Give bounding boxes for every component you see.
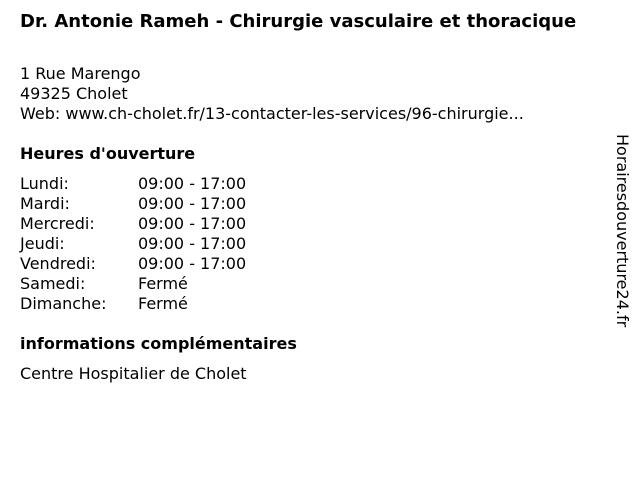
hours-row-thursday: [20, 234, 320, 254]
hours-row-tuesday: [20, 194, 320, 214]
site-watermark: Horairesdouverture24.fr: [613, 134, 632, 328]
opening-hours-table: [20, 174, 320, 314]
day-label: Dimanche:: [20, 294, 107, 313]
day-label: Mardi:: [20, 194, 70, 213]
time-value: 09:00 - 17:00: [138, 214, 247, 233]
day-label: Vendredi:: [20, 254, 96, 273]
time-value: 09:00 - 17:00: [138, 234, 247, 253]
day-label: Lundi:: [20, 174, 69, 193]
time-value: 09:00 - 17:00: [138, 194, 247, 213]
time-value: 09:00 - 17:00: [138, 254, 247, 273]
hours-row-sunday: [20, 294, 320, 314]
additional-info-text: Centre Hospitalier de Cholet: [20, 364, 247, 383]
day-label: Samedi:: [20, 274, 86, 293]
day-label: Jeudi:: [20, 234, 65, 253]
hours-row-saturday: [20, 274, 320, 294]
time-value: 09:00 - 17:00: [138, 174, 247, 193]
time-value: Fermé: [138, 294, 188, 313]
hours-row-wednesday: [20, 214, 320, 234]
website-link[interactable]: Web: www.ch-cholet.fr/13-contacter-les-services/96-chirurgie...: [20, 104, 524, 123]
business-name: Dr. Antonie Rameh - Chirurgie vasculaire et thoracique: [20, 11, 577, 32]
opening-hours-heading: Heures d'ouverture: [20, 144, 196, 163]
address-city: 49325 Cholet: [20, 84, 128, 103]
day-label: Mercredi:: [20, 214, 95, 233]
hours-row-monday: [20, 174, 320, 194]
time-value: Fermé: [138, 274, 188, 293]
address-street: 1 Rue Marengo: [20, 64, 141, 83]
hours-row-friday: [20, 254, 320, 274]
additional-info-heading: informations complémentaires: [20, 334, 297, 353]
